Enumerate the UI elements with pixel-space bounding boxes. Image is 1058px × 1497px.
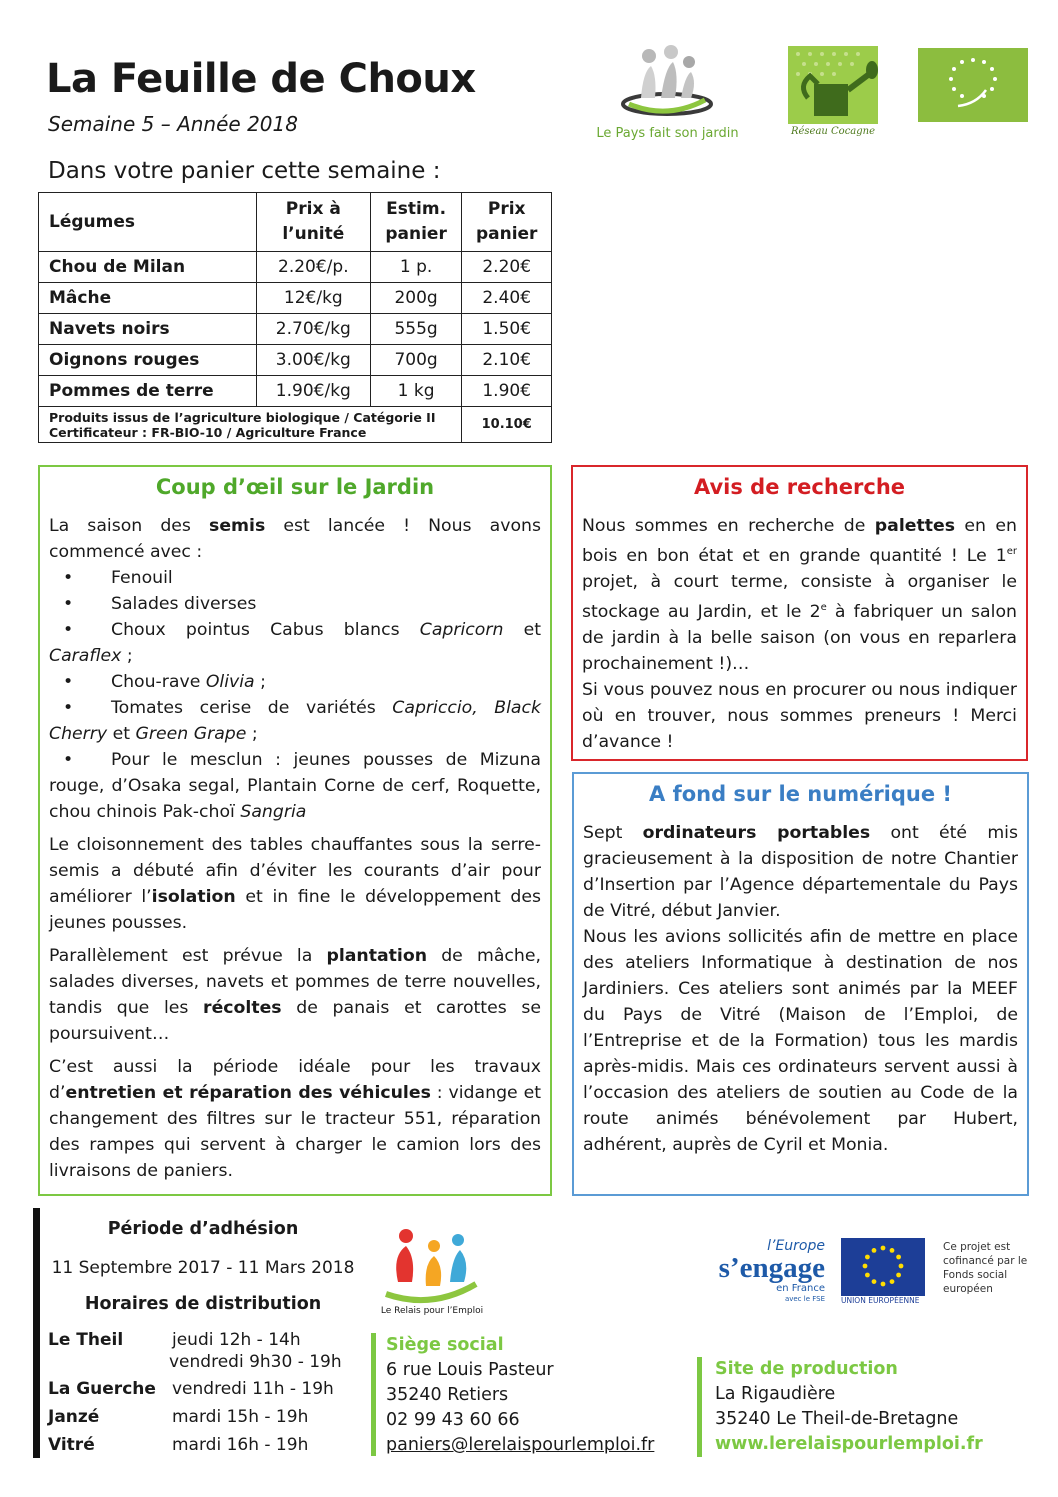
text-run: ;	[246, 724, 258, 744]
text-run-italic: Green Grape	[135, 724, 247, 744]
garden-paragraph	[49, 943, 541, 1047]
hours-row	[48, 1379, 334, 1399]
veg-estimate: 1 kg	[370, 376, 462, 407]
text-run: Pour le mesclun : jeunes pousses de Mizuna rouge, d’Osaka segal, Plantain Corne de cerf, Roquette, chou chinois Pak-choï	[49, 750, 541, 822]
text-run: Sept	[583, 823, 643, 843]
production-site-address	[715, 1357, 983, 1457]
table-row	[39, 345, 552, 376]
text-run-italic: Sangria	[240, 802, 307, 822]
reseau-logo-caption: Réseau Cocagne	[790, 126, 876, 137]
hours-place: La Guerche	[48, 1379, 156, 1399]
bullet-icon: •	[63, 620, 74, 640]
text-run-italic: Capricorn	[419, 620, 504, 640]
search-paragraph: Si vous pouvez nous en procurer ou nous indiquer où en trouver, nous sommes preneurs ! Merci d’avance !	[582, 679, 1017, 752]
text-run-bold: récoltes	[203, 998, 282, 1018]
europe-logo-line1: l’Europe	[767, 1238, 825, 1254]
hours-row	[48, 1352, 342, 1372]
veg-price: 1.90€	[462, 376, 552, 407]
text-run: ;	[121, 646, 133, 666]
veg-price: 2.10€	[462, 345, 552, 376]
garden-intro	[49, 513, 541, 565]
text-run: projet, à court terme, consiste à organiser le stockage au Jardin, et le 2	[582, 571, 1017, 622]
garden-paragraph	[49, 832, 541, 936]
text-run: : vidange et changement des filtres sur le tracteur 551, réparation des rampes qui servent à charger le camion lors des livraisons de paniers.	[49, 1083, 541, 1181]
estimate-header-line1: Estim.	[386, 199, 447, 219]
hours-time: jeudi 12h - 14h	[172, 1330, 301, 1350]
bullet-icon: •	[63, 568, 74, 588]
veg-estimate: 555g	[370, 314, 462, 345]
relais-pour-emploi-logo	[372, 1222, 512, 1320]
veg-name: Mâche	[39, 283, 257, 314]
text-run: de mâche, salades diverses, navets et pommes de terre nouvelles, tandis que les	[49, 946, 541, 1018]
garden-news-box	[38, 465, 552, 1196]
veg-unit-price: 1.90€/kg	[256, 376, 370, 407]
basket-table	[38, 192, 552, 443]
siege-divider	[371, 1333, 376, 1456]
hours-time: mardi 15h - 19h	[172, 1407, 309, 1427]
production-divider	[697, 1357, 702, 1457]
europe-logo-line3: en France	[776, 1283, 825, 1294]
europe-sengage-logo	[705, 1238, 825, 1304]
production-place: La Rigaudière	[715, 1384, 836, 1404]
veg-name: Oignons rouges	[39, 345, 257, 376]
hours-time: vendredi 11h - 19h	[172, 1379, 334, 1399]
eu-organic-leaf-logo	[918, 48, 1028, 122]
relais-logo-caption: Le Relais pour l’Emploi	[380, 1306, 484, 1316]
text-run: Fenouil	[111, 568, 173, 588]
veg-price: 1.50€	[462, 314, 552, 345]
text-run: est lancée ! Nous avons commencé avec :	[49, 516, 541, 562]
europe-logo-line4: avec le FSE	[784, 1295, 825, 1303]
table-row	[39, 252, 552, 283]
fse-cofinancing-note: Ce projet est cofinancé par le Fonds social européen	[943, 1241, 1028, 1295]
bullet-icon: •	[63, 594, 74, 614]
hours-place: Janzé	[48, 1407, 100, 1427]
hours-time: vendredi 9h30 - 19h	[169, 1352, 342, 1372]
veg-name: Chou de Milan	[39, 252, 257, 283]
page-title: La Feuille de Choux	[46, 56, 476, 102]
table-row	[39, 376, 552, 407]
hours-row	[48, 1330, 301, 1350]
veg-estimate: 1 p.	[370, 252, 462, 283]
eu-stars-icon	[841, 1238, 925, 1296]
veg-name: Navets noirs	[39, 314, 257, 345]
unit-price-header-line2: l’unité	[282, 224, 345, 244]
text-run-bold: entretien et réparation des véhicules	[65, 1083, 431, 1103]
siege-city: 35240 Retiers	[386, 1385, 509, 1405]
text-run-bold: semis	[209, 516, 266, 536]
text-run: Parallèlement est prévue la	[49, 946, 327, 966]
bullet-icon: •	[63, 672, 74, 692]
col-header-legumes: Légumes	[39, 193, 257, 252]
watering-can-icon	[788, 46, 878, 124]
europe-logo-line2: s’engage	[718, 1252, 825, 1284]
veg-unit-price: 3.00€/kg	[256, 345, 370, 376]
hours-row	[48, 1407, 308, 1427]
relais-people-icon	[372, 1222, 492, 1306]
siege-street: 6 rue Louis Pasteur	[386, 1360, 554, 1380]
list-item	[49, 617, 541, 669]
list-item	[49, 565, 541, 591]
pays-fait-son-jardin-logo	[585, 42, 750, 147]
adhesion-dates: 11 Septembre 2017 - 11 Mars 2018	[51, 1258, 355, 1278]
text-run: Nous sommes en recherche de	[582, 516, 875, 536]
website-link[interactable]: www.lerelaispourlemploi.fr	[715, 1434, 983, 1454]
text-run: Choux pointus Cabus blancs	[111, 620, 420, 640]
certification-note	[39, 407, 462, 443]
head-office-address	[386, 1333, 654, 1458]
text-run: Tomates cerise de variétés	[111, 698, 393, 718]
table-footer-row	[39, 407, 552, 443]
hours-time: mardi 16h - 19h	[172, 1435, 309, 1455]
col-header-estimate	[370, 193, 462, 252]
superscript: e	[820, 601, 827, 613]
veg-name: Pommes de terre	[39, 376, 257, 407]
sowing-list	[49, 565, 541, 825]
text-run: et	[107, 724, 136, 744]
veg-unit-price: 12€/kg	[256, 283, 370, 314]
eu-flag-caption: UNION EUROPÉENNE	[841, 1296, 920, 1305]
eu-flag-logo	[841, 1238, 925, 1296]
list-item	[49, 669, 541, 695]
basket-price-header-line1: Prix	[487, 199, 526, 219]
garden-paragraph	[49, 1054, 541, 1184]
siege-label: Siège social	[386, 1335, 504, 1355]
digital-paragraph: Nous les avions sollicités afin de mettre en place des ateliers Informatique à destination de nos Jardiniers. Ces ateliers sont animés par la MEEF du Pays de Vitré (Maison de l’Emploi, de l’Entreprise et de la Formation) tous les mardis après-midis. Mais ces ordinateurs servent aussi à l’occasion des ateliers de soutien au Code de la route animés bénévolement par Hubert, adhérent, auprès de Cyril et Monia.	[583, 927, 1018, 1155]
people-circle-icon	[585, 42, 750, 126]
basket-price-header-line2: panier	[475, 224, 538, 244]
digital-box-title: A fond sur le numérique !	[649, 782, 952, 806]
veg-estimate: 700g	[370, 345, 462, 376]
text-run: et	[503, 620, 541, 640]
veg-unit-price: 2.20€/p.	[256, 252, 370, 283]
table-row	[39, 314, 552, 345]
list-item	[49, 747, 541, 825]
issue-subtitle: Semaine 5 – Année 2018	[48, 112, 298, 136]
hours-place: Vitré	[48, 1435, 95, 1455]
certification-line1: Produits issus de l’agriculture biologique / Catégorie II	[49, 409, 436, 425]
hours-row	[48, 1435, 308, 1455]
production-city: 35240 Le Theil-de-Bretagne	[715, 1409, 959, 1429]
text-run: Le cloisonnement des tables chauffantes sous la serre-semis a débuté afin d’éviter les courants d’air pour améliorer l’	[49, 835, 541, 907]
hours-place: Le Theil	[48, 1330, 124, 1350]
bullet-icon: •	[63, 750, 74, 770]
veg-price: 2.20€	[462, 252, 552, 283]
certification-line2: Certificateur : FR-BIO-10 / Agriculture France	[49, 424, 367, 440]
text-run: ont été mis gracieusement à la disposition de notre Chantier d’Insertion par l’Agence départementale du Pays de Vitré, début Janvier.	[583, 823, 1018, 921]
estimate-header-line2: panier	[385, 224, 447, 244]
text-run: Chou-rave	[111, 672, 206, 692]
organic-leaf-icon	[918, 48, 1028, 122]
veg-price: 2.40€	[462, 283, 552, 314]
text-run-italic: Olivia	[205, 672, 255, 692]
email-link[interactable]: paniers@lerelaispourlemploi.fr	[386, 1435, 655, 1455]
text-run: en en bois en bon état et en grande quantité ! Le 1	[582, 516, 1017, 566]
garden-box-title: Coup d’œil sur le Jardin	[155, 475, 435, 499]
text-run: La saison des	[49, 516, 210, 536]
pays-logo-caption: Le Pays fait son jardin	[596, 126, 739, 141]
reseau-cocagne-logo	[788, 46, 878, 141]
text-run-italic: Capriccio, Black Cherry	[49, 698, 541, 744]
search-notice-box	[571, 465, 1028, 761]
basket-heading: Dans votre panier cette semaine :	[48, 158, 441, 184]
list-item	[49, 695, 541, 747]
text-run: et in fine le développement des jeunes pousses.	[49, 887, 542, 933]
footer-divider	[33, 1208, 40, 1458]
table-row	[39, 283, 552, 314]
unit-price-header-line1: Prix à	[285, 199, 341, 219]
siege-phone: 02 99 43 60 66	[386, 1410, 520, 1430]
table-header-row	[39, 193, 552, 252]
text-run: à fabriquer un salon de jardin à la belle saison (on vous en reparlera prochainement !)…	[582, 601, 1017, 674]
text-run-bold: ordinateurs portables	[642, 823, 871, 843]
list-item	[49, 591, 541, 617]
text-run-bold: palettes	[874, 516, 956, 536]
adhesion-title: Période d’adhésion	[107, 1219, 299, 1239]
text-run: C’est aussi la période idéale pour les travaux d’	[49, 1057, 541, 1103]
production-label: Site de production	[715, 1359, 898, 1379]
digital-paragraph	[583, 820, 1018, 924]
hours-title: Horaires de distribution	[84, 1294, 322, 1314]
text-run-italic: Caraflex	[49, 646, 122, 666]
veg-unit-price: 2.70€/kg	[256, 314, 370, 345]
digital-news-box	[572, 772, 1029, 1196]
text-run: ;	[254, 672, 266, 692]
col-header-unit-price	[256, 193, 370, 252]
search-paragraph	[582, 513, 1017, 677]
search-box-title: Avis de recherche	[693, 475, 906, 499]
bullet-icon: •	[63, 698, 74, 718]
text-run-bold: plantation	[326, 946, 428, 966]
text-run: Salades diverses	[111, 594, 257, 614]
veg-estimate: 200g	[370, 283, 462, 314]
col-header-basket-price	[462, 193, 552, 252]
text-run: de panais et carottes se poursuivent…	[49, 998, 541, 1044]
superscript: er	[1006, 546, 1017, 557]
basket-total: 10.10€	[462, 407, 552, 443]
text-run-bold: isolation	[151, 887, 236, 907]
